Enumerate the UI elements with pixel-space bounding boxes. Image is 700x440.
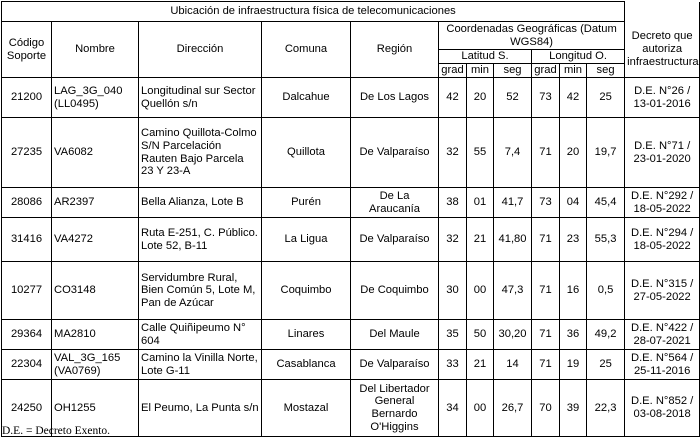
cell-codigo: 22304	[2, 350, 52, 380]
cell-lat-seg: 7,4	[494, 118, 532, 188]
cell-comuna: Purén	[262, 188, 351, 218]
cell-lat-min: 20	[467, 78, 494, 118]
telecom-infrastructure-table	[1, 1, 700, 437]
cell-lat-seg: 41,7	[494, 188, 532, 218]
cell-nombre: VA6082	[52, 118, 139, 188]
table-row	[2, 188, 700, 218]
header-latitud: Latitud S.	[439, 50, 532, 64]
cell-lon-min: 36	[560, 320, 587, 350]
header-lat-min: min	[467, 64, 494, 78]
cell-nombre: OH1255	[52, 380, 139, 437]
cell-lat-grad: 33	[439, 350, 467, 380]
cell-codigo: 10277	[2, 262, 52, 320]
cell-decreto: D.E. N°292 / 18-05-2022	[625, 188, 700, 218]
cell-region: De Valparaíso	[351, 218, 439, 262]
header-region: Región	[351, 22, 439, 78]
cell-codigo: 24250	[2, 380, 52, 437]
cell-lon-seg: 55,3	[587, 218, 625, 262]
footnote: D.E. = Decreto Exento.	[2, 425, 111, 437]
header-coordenadas: Coordenadas Geográficas (Datum WGS84)	[439, 22, 625, 50]
cell-lon-min: 19	[560, 350, 587, 380]
cell-decreto: D.E. N°564 / 25-11-2016	[625, 350, 700, 380]
cell-lon-seg: 19,7	[587, 118, 625, 188]
cell-lon-seg: 25	[587, 350, 625, 380]
cell-comuna: Mostazal	[262, 380, 351, 437]
cell-lon-min: 39	[560, 380, 587, 437]
cell-lon-min: 04	[560, 188, 587, 218]
cell-lon-grad: 70	[532, 380, 560, 437]
cell-lon-grad: 71	[532, 218, 560, 262]
cell-lat-seg: 14	[494, 350, 532, 380]
header-lon-min: min	[560, 64, 587, 78]
header-spacer	[625, 2, 700, 22]
cell-direccion: El Peumo, La Punta s/n	[139, 380, 262, 437]
cell-lon-min: 42	[560, 78, 587, 118]
cell-direccion: Bella Alianza, Lote B	[139, 188, 262, 218]
table-row	[2, 118, 700, 188]
cell-lat-min: 50	[467, 320, 494, 350]
cell-decreto: D.E. N°422 / 28-07-2021	[625, 320, 700, 350]
header-lat-grad: grad	[439, 64, 467, 78]
header-comuna: Comuna	[262, 22, 351, 78]
cell-lon-grad: 73	[532, 78, 560, 118]
table-title: Ubicación de infraestructura física de telecomunicaciones	[2, 2, 625, 22]
cell-lat-min: 00	[467, 380, 494, 437]
cell-codigo: 29364	[2, 320, 52, 350]
cell-nombre: LAG_3G_040 (LL0495)	[52, 78, 139, 118]
cell-direccion: Servidumbre Rural, Bien Común 5, Lote M, Pan de Azúcar	[139, 262, 262, 320]
table-row	[2, 78, 700, 118]
header-nombre: Nombre	[52, 22, 139, 78]
cell-comuna: Dalcahue	[262, 78, 351, 118]
cell-lon-grad: 71	[532, 118, 560, 188]
table-row	[2, 320, 700, 350]
cell-lat-min: 01	[467, 188, 494, 218]
cell-lon-min: 23	[560, 218, 587, 262]
cell-nombre: VA4272	[52, 218, 139, 262]
cell-lat-grad: 30	[439, 262, 467, 320]
cell-region: Del Libertador General Bernardo O'Higgins	[351, 380, 439, 437]
cell-lat-grad: 32	[439, 218, 467, 262]
cell-lat-grad: 34	[439, 380, 467, 437]
cell-decreto: D.E. N°26 / 13-01-2016	[625, 78, 700, 118]
cell-nombre: AR2397	[52, 188, 139, 218]
header-direccion: Dirección	[139, 22, 262, 78]
cell-direccion: Calle Quiñipeumo N° 604	[139, 320, 262, 350]
cell-lat-seg: 30,20	[494, 320, 532, 350]
cell-lat-min: 21	[467, 218, 494, 262]
cell-lon-seg: 49,2	[587, 320, 625, 350]
cell-lat-seg: 41,80	[494, 218, 532, 262]
cell-nombre: MA2810	[52, 320, 139, 350]
table-row	[2, 350, 700, 380]
header-lat-seg: seg	[494, 64, 532, 78]
header-lon-seg: seg	[587, 64, 625, 78]
cell-lon-min: 16	[560, 262, 587, 320]
cell-region: De La Araucanía	[351, 188, 439, 218]
cell-codigo: 28086	[2, 188, 52, 218]
cell-region: De Los Lagos	[351, 78, 439, 118]
header-codigo: Código Soporte	[2, 22, 52, 78]
table-row	[2, 262, 700, 320]
cell-comuna: Coquimbo	[262, 262, 351, 320]
cell-lon-seg: 25	[587, 78, 625, 118]
cell-lat-grad: 32	[439, 118, 467, 188]
cell-direccion: Camino Quillota-Colmo S/N Parcelación Rauten Bajo Parcela 23 Y 23-A	[139, 118, 262, 188]
cell-lon-seg: 22,3	[587, 380, 625, 437]
cell-direccion: Longitudinal sur Sector Quellón s/n	[139, 78, 262, 118]
cell-lat-grad: 38	[439, 188, 467, 218]
header-lon-grad: grad	[532, 64, 560, 78]
cell-lat-grad: 42	[439, 78, 467, 118]
cell-lat-seg: 52	[494, 78, 532, 118]
cell-lon-grad: 73	[532, 188, 560, 218]
cell-codigo: 21200	[2, 78, 52, 118]
header-decreto: Decreto que autoriza infraestructura	[625, 22, 700, 78]
cell-lon-grad: 71	[532, 350, 560, 380]
cell-decreto: D.E. N°852 / 03-08-2018	[625, 380, 700, 437]
cell-region: Del Maule	[351, 320, 439, 350]
cell-nombre: CO3148	[52, 262, 139, 320]
cell-codigo: 31416	[2, 218, 52, 262]
cell-lon-seg: 0,5	[587, 262, 625, 320]
cell-lon-seg: 45,4	[587, 188, 625, 218]
header-longitud: Longitud O.	[532, 50, 625, 64]
cell-lat-min: 00	[467, 262, 494, 320]
cell-lat-min: 21	[467, 350, 494, 380]
cell-codigo: 27235	[2, 118, 52, 188]
cell-lat-min: 55	[467, 118, 494, 188]
cell-direccion: Ruta E-251, C. Público. Lote 52, B-11	[139, 218, 262, 262]
cell-comuna: Linares	[262, 320, 351, 350]
cell-lat-seg: 47,3	[494, 262, 532, 320]
cell-comuna: Casablanca	[262, 350, 351, 380]
cell-lon-min: 20	[560, 118, 587, 188]
cell-lon-grad: 71	[532, 320, 560, 350]
cell-decreto: D.E. N°315 / 27-05-2022	[625, 262, 700, 320]
cell-lon-grad: 71	[532, 262, 560, 320]
cell-region: De Valparaíso	[351, 118, 439, 188]
cell-region: De Valparaíso	[351, 350, 439, 380]
cell-decreto: D.E. N°71 / 23-01-2020	[625, 118, 700, 188]
cell-lat-grad: 35	[439, 320, 467, 350]
cell-comuna: La Ligua	[262, 218, 351, 262]
cell-direccion: Camino la Vinilla Norte, Lote G-11	[139, 350, 262, 380]
cell-decreto: D.E. N°294 / 18-05-2022	[625, 218, 700, 262]
cell-lat-seg: 26,7	[494, 380, 532, 437]
cell-region: De Coquimbo	[351, 262, 439, 320]
table-row	[2, 218, 700, 262]
cell-comuna: Quillota	[262, 118, 351, 188]
cell-nombre: VAL_3G_165 (VA0769)	[52, 350, 139, 380]
